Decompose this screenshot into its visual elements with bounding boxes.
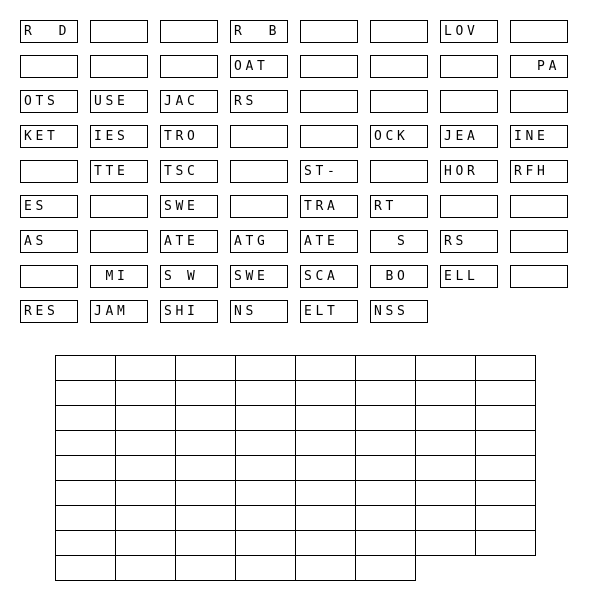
- letter-tile[interactable]: [300, 20, 358, 43]
- tile-letters: R B: [234, 24, 281, 39]
- letter-tile[interactable]: [510, 160, 568, 183]
- letter-tile[interactable]: [160, 195, 218, 218]
- grid-cell[interactable]: [295, 530, 356, 556]
- grid-cell[interactable]: [175, 405, 236, 431]
- grid-cell[interactable]: [235, 480, 296, 506]
- grid-cell[interactable]: [415, 455, 476, 481]
- letter-tile[interactable]: [90, 230, 148, 253]
- letter-tile[interactable]: [230, 195, 288, 218]
- tile-letters: TTE: [94, 164, 129, 179]
- grid-cell[interactable]: [115, 455, 176, 481]
- letter-tile[interactable]: [370, 265, 428, 288]
- tile-letters: ATG: [234, 234, 269, 249]
- tile-letters: ST-: [304, 164, 339, 179]
- tile-letters: RT: [374, 199, 398, 214]
- tile-letters: NS: [234, 304, 258, 319]
- grid-cell[interactable]: [55, 355, 116, 381]
- letter-tile[interactable]: [300, 195, 358, 218]
- tile-letters: MI: [94, 269, 129, 284]
- grid-cell[interactable]: [475, 355, 536, 381]
- grid-cell[interactable]: [175, 480, 236, 506]
- letter-tile[interactable]: [90, 55, 148, 78]
- grid-cell[interactable]: [415, 355, 476, 381]
- grid-cell[interactable]: [355, 480, 416, 506]
- letter-tile[interactable]: [370, 160, 428, 183]
- letter-tile[interactable]: [300, 230, 358, 253]
- tile-letters: BO: [374, 269, 409, 284]
- tile-letters: ES: [24, 199, 48, 214]
- grid-cell[interactable]: [355, 455, 416, 481]
- letter-tile[interactable]: [370, 230, 428, 253]
- tile-letters: OTS: [24, 94, 59, 109]
- letter-tile[interactable]: [230, 90, 288, 113]
- tile-letters: NSS: [374, 304, 409, 319]
- tile-letters: AS: [24, 234, 48, 249]
- letter-tile[interactable]: [20, 90, 78, 113]
- letter-tile[interactable]: [20, 55, 78, 78]
- letter-tile[interactable]: [440, 20, 498, 43]
- letter-tile[interactable]: [20, 160, 78, 183]
- letter-tile[interactable]: [20, 265, 78, 288]
- grid-cell[interactable]: [55, 555, 116, 581]
- grid-cell[interactable]: [415, 380, 476, 406]
- grid-cell[interactable]: [355, 430, 416, 456]
- tile-letters: ATE: [304, 234, 339, 249]
- grid-cell[interactable]: [175, 430, 236, 456]
- letter-tile[interactable]: [230, 55, 288, 78]
- letter-tile[interactable]: [90, 195, 148, 218]
- tile-letters: TRO: [164, 129, 199, 144]
- grid-cell[interactable]: [115, 405, 176, 431]
- grid-cell[interactable]: [235, 455, 296, 481]
- grid-cell[interactable]: [355, 405, 416, 431]
- letter-tile[interactable]: [440, 195, 498, 218]
- letter-tile[interactable]: [90, 300, 148, 323]
- grid-cell[interactable]: [295, 405, 356, 431]
- letter-tile[interactable]: [440, 125, 498, 148]
- letter-tile[interactable]: [160, 300, 218, 323]
- tile-letters: KET: [24, 129, 59, 144]
- grid-cell[interactable]: [295, 380, 356, 406]
- grid-cell[interactable]: [355, 355, 416, 381]
- grid-cell[interactable]: [235, 530, 296, 556]
- letter-tile[interactable]: [370, 300, 428, 323]
- grid-cell[interactable]: [295, 505, 356, 531]
- tile-letters: RFH: [514, 164, 549, 179]
- grid-cell[interactable]: [415, 430, 476, 456]
- grid-cell[interactable]: [175, 530, 236, 556]
- grid-cell[interactable]: [295, 455, 356, 481]
- letter-tile[interactable]: [20, 300, 78, 323]
- grid-cell[interactable]: [355, 555, 416, 581]
- grid-cell[interactable]: [115, 430, 176, 456]
- grid-cell[interactable]: [115, 530, 176, 556]
- grid-cell[interactable]: [55, 480, 116, 506]
- letter-tile[interactable]: [300, 90, 358, 113]
- grid-cell[interactable]: [415, 405, 476, 431]
- grid-cell[interactable]: [415, 530, 476, 556]
- tile-letters: TRA: [304, 199, 339, 214]
- tile-letters: INE: [514, 129, 549, 144]
- tile-letters: SCA: [304, 269, 339, 284]
- letter-tile[interactable]: [300, 160, 358, 183]
- grid-cell[interactable]: [475, 405, 536, 431]
- letter-tile[interactable]: [230, 265, 288, 288]
- grid-cell[interactable]: [415, 480, 476, 506]
- grid-cell[interactable]: [475, 505, 536, 531]
- tile-letters: ELL: [444, 269, 479, 284]
- tile-letters: SWE: [164, 199, 199, 214]
- letter-tile[interactable]: [160, 20, 218, 43]
- tile-letters: JEA: [444, 129, 479, 144]
- grid-cell[interactable]: [475, 430, 536, 456]
- tile-letters: SHI: [164, 304, 199, 319]
- letter-tile[interactable]: [90, 160, 148, 183]
- letter-tile[interactable]: [90, 90, 148, 113]
- letter-tile[interactable]: [230, 125, 288, 148]
- grid-cell[interactable]: [475, 530, 536, 556]
- grid-cell[interactable]: [55, 455, 116, 481]
- letter-tile[interactable]: [230, 300, 288, 323]
- letter-tile[interactable]: [230, 20, 288, 43]
- letter-tile[interactable]: [160, 265, 218, 288]
- letter-tile[interactable]: [510, 20, 568, 43]
- grid-cell[interactable]: [175, 455, 236, 481]
- grid-cell[interactable]: [475, 455, 536, 481]
- grid-cell[interactable]: [175, 355, 236, 381]
- grid-cell[interactable]: [415, 505, 476, 531]
- tile-letters: PA: [514, 59, 561, 74]
- grid-cell[interactable]: [235, 405, 296, 431]
- tile-letters: S: [374, 234, 409, 249]
- grid-cell[interactable]: [115, 555, 176, 581]
- letter-tile[interactable]: [370, 125, 428, 148]
- grid-cell[interactable]: [295, 355, 356, 381]
- letter-tile[interactable]: [230, 160, 288, 183]
- grid-cell[interactable]: [115, 480, 176, 506]
- grid-cell[interactable]: [235, 505, 296, 531]
- letter-tile[interactable]: [510, 55, 568, 78]
- letter-tile[interactable]: [440, 90, 498, 113]
- letter-tile[interactable]: [300, 55, 358, 78]
- tile-letters: RS: [234, 94, 258, 109]
- answer-grid: [55, 355, 536, 581]
- grid-cell[interactable]: [295, 555, 356, 581]
- letter-tile[interactable]: [90, 125, 148, 148]
- tile-letters: HOR: [444, 164, 479, 179]
- tile-letters: RS: [444, 234, 468, 249]
- letter-tile[interactable]: [90, 265, 148, 288]
- tile-letters: OCK: [374, 129, 409, 144]
- grid-cell[interactable]: [115, 505, 176, 531]
- grid-cell[interactable]: [295, 480, 356, 506]
- grid-cell[interactable]: [115, 380, 176, 406]
- tile-letters: IES: [94, 129, 129, 144]
- letter-tile[interactable]: [440, 55, 498, 78]
- grid-cell[interactable]: [55, 505, 116, 531]
- letter-tile[interactable]: [510, 195, 568, 218]
- grid-cell[interactable]: [175, 555, 236, 581]
- letter-tile[interactable]: [510, 125, 568, 148]
- tile-letters: S W: [164, 269, 199, 284]
- tile-letters: ATE: [164, 234, 199, 249]
- letter-tile[interactable]: [510, 230, 568, 253]
- tile-letters: TSC: [164, 164, 199, 179]
- grid-cell[interactable]: [55, 405, 116, 431]
- letter-tile[interactable]: [160, 55, 218, 78]
- letter-tile[interactable]: [370, 20, 428, 43]
- grid-cell[interactable]: [355, 380, 416, 406]
- letter-tile[interactable]: [370, 90, 428, 113]
- grid-cell[interactable]: [475, 480, 536, 506]
- grid-cell[interactable]: [295, 430, 356, 456]
- grid-cell[interactable]: [55, 380, 116, 406]
- grid-cell[interactable]: [175, 380, 236, 406]
- letter-tile[interactable]: [370, 195, 428, 218]
- letter-tile[interactable]: [300, 125, 358, 148]
- letter-tile[interactable]: [160, 90, 218, 113]
- letter-tile[interactable]: [160, 160, 218, 183]
- grid-cell[interactable]: [355, 530, 416, 556]
- grid-cell[interactable]: [55, 530, 116, 556]
- letter-tile[interactable]: [300, 300, 358, 323]
- letter-tile[interactable]: [440, 265, 498, 288]
- tile-letters: JAM: [94, 304, 129, 319]
- tile-letters: RES: [24, 304, 59, 319]
- tile-letters: OAT: [234, 59, 269, 74]
- letter-tile[interactable]: [510, 90, 568, 113]
- letter-tile[interactable]: [440, 230, 498, 253]
- grid-cell[interactable]: [355, 505, 416, 531]
- tile-letters: ELT: [304, 304, 339, 319]
- grid-cell[interactable]: [115, 355, 176, 381]
- letter-tile[interactable]: [20, 195, 78, 218]
- tile-letters: JAC: [164, 94, 199, 109]
- grid-cell[interactable]: [235, 430, 296, 456]
- tile-letters: R D: [24, 24, 71, 39]
- letter-tile[interactable]: [20, 230, 78, 253]
- letter-tile[interactable]: [20, 20, 78, 43]
- letter-tile[interactable]: [20, 125, 78, 148]
- letter-tile[interactable]: [90, 20, 148, 43]
- letter-tile[interactable]: [510, 265, 568, 288]
- grid-cell[interactable]: [475, 380, 536, 406]
- grid-cell[interactable]: [55, 430, 116, 456]
- tile-letters: LOV: [444, 24, 479, 39]
- letter-tile[interactable]: [160, 230, 218, 253]
- letter-tile[interactable]: [370, 55, 428, 78]
- grid-cell[interactable]: [235, 355, 296, 381]
- tile-letters: USE: [94, 94, 129, 109]
- grid-cell[interactable]: [235, 555, 296, 581]
- letter-tile[interactable]: [300, 265, 358, 288]
- grid-cell[interactable]: [175, 505, 236, 531]
- tile-letters: SWE: [234, 269, 269, 284]
- grid-cell[interactable]: [235, 380, 296, 406]
- letter-tile[interactable]: [440, 160, 498, 183]
- letter-tile[interactable]: [230, 230, 288, 253]
- letter-tile[interactable]: [160, 125, 218, 148]
